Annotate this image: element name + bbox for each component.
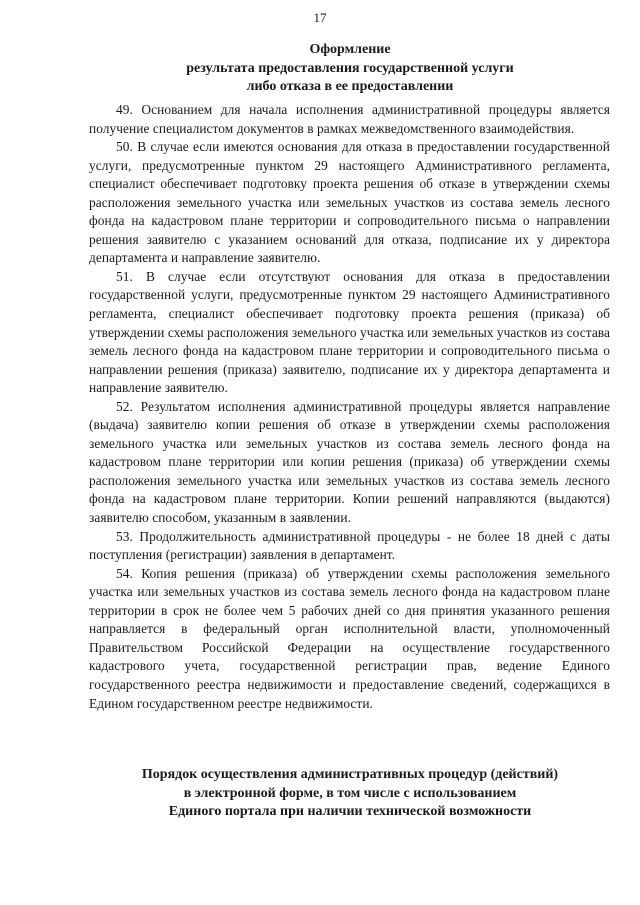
paragraph-50: 50. В случае если имеются основания для отказа в предоставлении государственной услуги, предусмотренные пунктом 29 настоящего Административного регламента, специалист обеспечивает подготовку проекта решения об отказе в утверждении схемы расположения земельного участка или земельных участков из состава земель лесного фонда на кадастровом плане территории и сопроводительного письма о направлении решения заявителю с указанием оснований для отказа, подписание их у директора департамента и направление заявителю. [89,139,610,266]
next-section-heading-line: Порядок осуществления административных процедур (действий) [141,767,559,782]
section-heading-line: либо отказа в ее предоставлении [246,79,454,94]
next-section-heading [85,766,615,822]
section-heading-line: результата предоставления государственной услуги [186,60,514,76]
paragraph-54: 54. Копия решения (приказа) об утверждении схемы расположения земельного участка или земельных участков из состава земель лесного фонда на кадастровом плане территории в срок не более чем 5 рабочих дней со дня принятия указанного решения направляется в федеральный орган исполнительной власти, уполномоченный Правительством Российской Федерации на осуществление государственного кадастрового учета, государственной регистрации прав, ведение Единого государственного реестра недвижимости и предоставление сведений, содержащихся в Едином государственном реестре недвижимости. [89,565,610,711]
paragraph-49: 49. Основанием для начала исполнения административной процедуры является получение специалистом документов в рамках межведомственного взаимодействия. [89,102,610,136]
paragraph-52: 52. Результатом исполнения административной процедуры является направление (выдача) заявителю копии решения об отказе в утверждении схемы расположения земельного участка или земельных участков из состава земель лесного фонда на кадастровом плане территории или копии решения (приказа) об утверждении схемы расположения земельного участка или земельных участков из состава земель лесного фонда на кадастровом плане территории. Копии решений направляются (выдаются) заявителю способом, указанным в заявлении. [89,398,610,526]
paragraph-53: 53. Продолжительность административной процедуры - не более 18 дней с даты поступления (регистрации) заявления в департамент. [89,528,610,563]
paragraph-51: 51. В случае если отсутствуют основания для отказа в предоставлении государственной услуги, предусмотренные пунктом 29 настоящего Административного регламента, специалист обеспечивает подготовку проекта решения (приказа) об утверждении схемы расположения земельного участка или земельных участков из состава земель лесного фонда на кадастровом плане территории и сопроводительного письма о направлении решения (приказа) заявителю, подписание их у директора департамента и направление заявителю. [89,268,610,396]
next-section-heading-line: Единого портала при наличии технической возможности [168,804,532,819]
section-heading [85,41,615,97]
page-number: 17 [313,10,327,25]
section-heading-line: Оформление [309,42,391,57]
next-section-heading-line: в электронной форме, в том числе с использованием [183,785,517,801]
document-body [89,101,610,713]
